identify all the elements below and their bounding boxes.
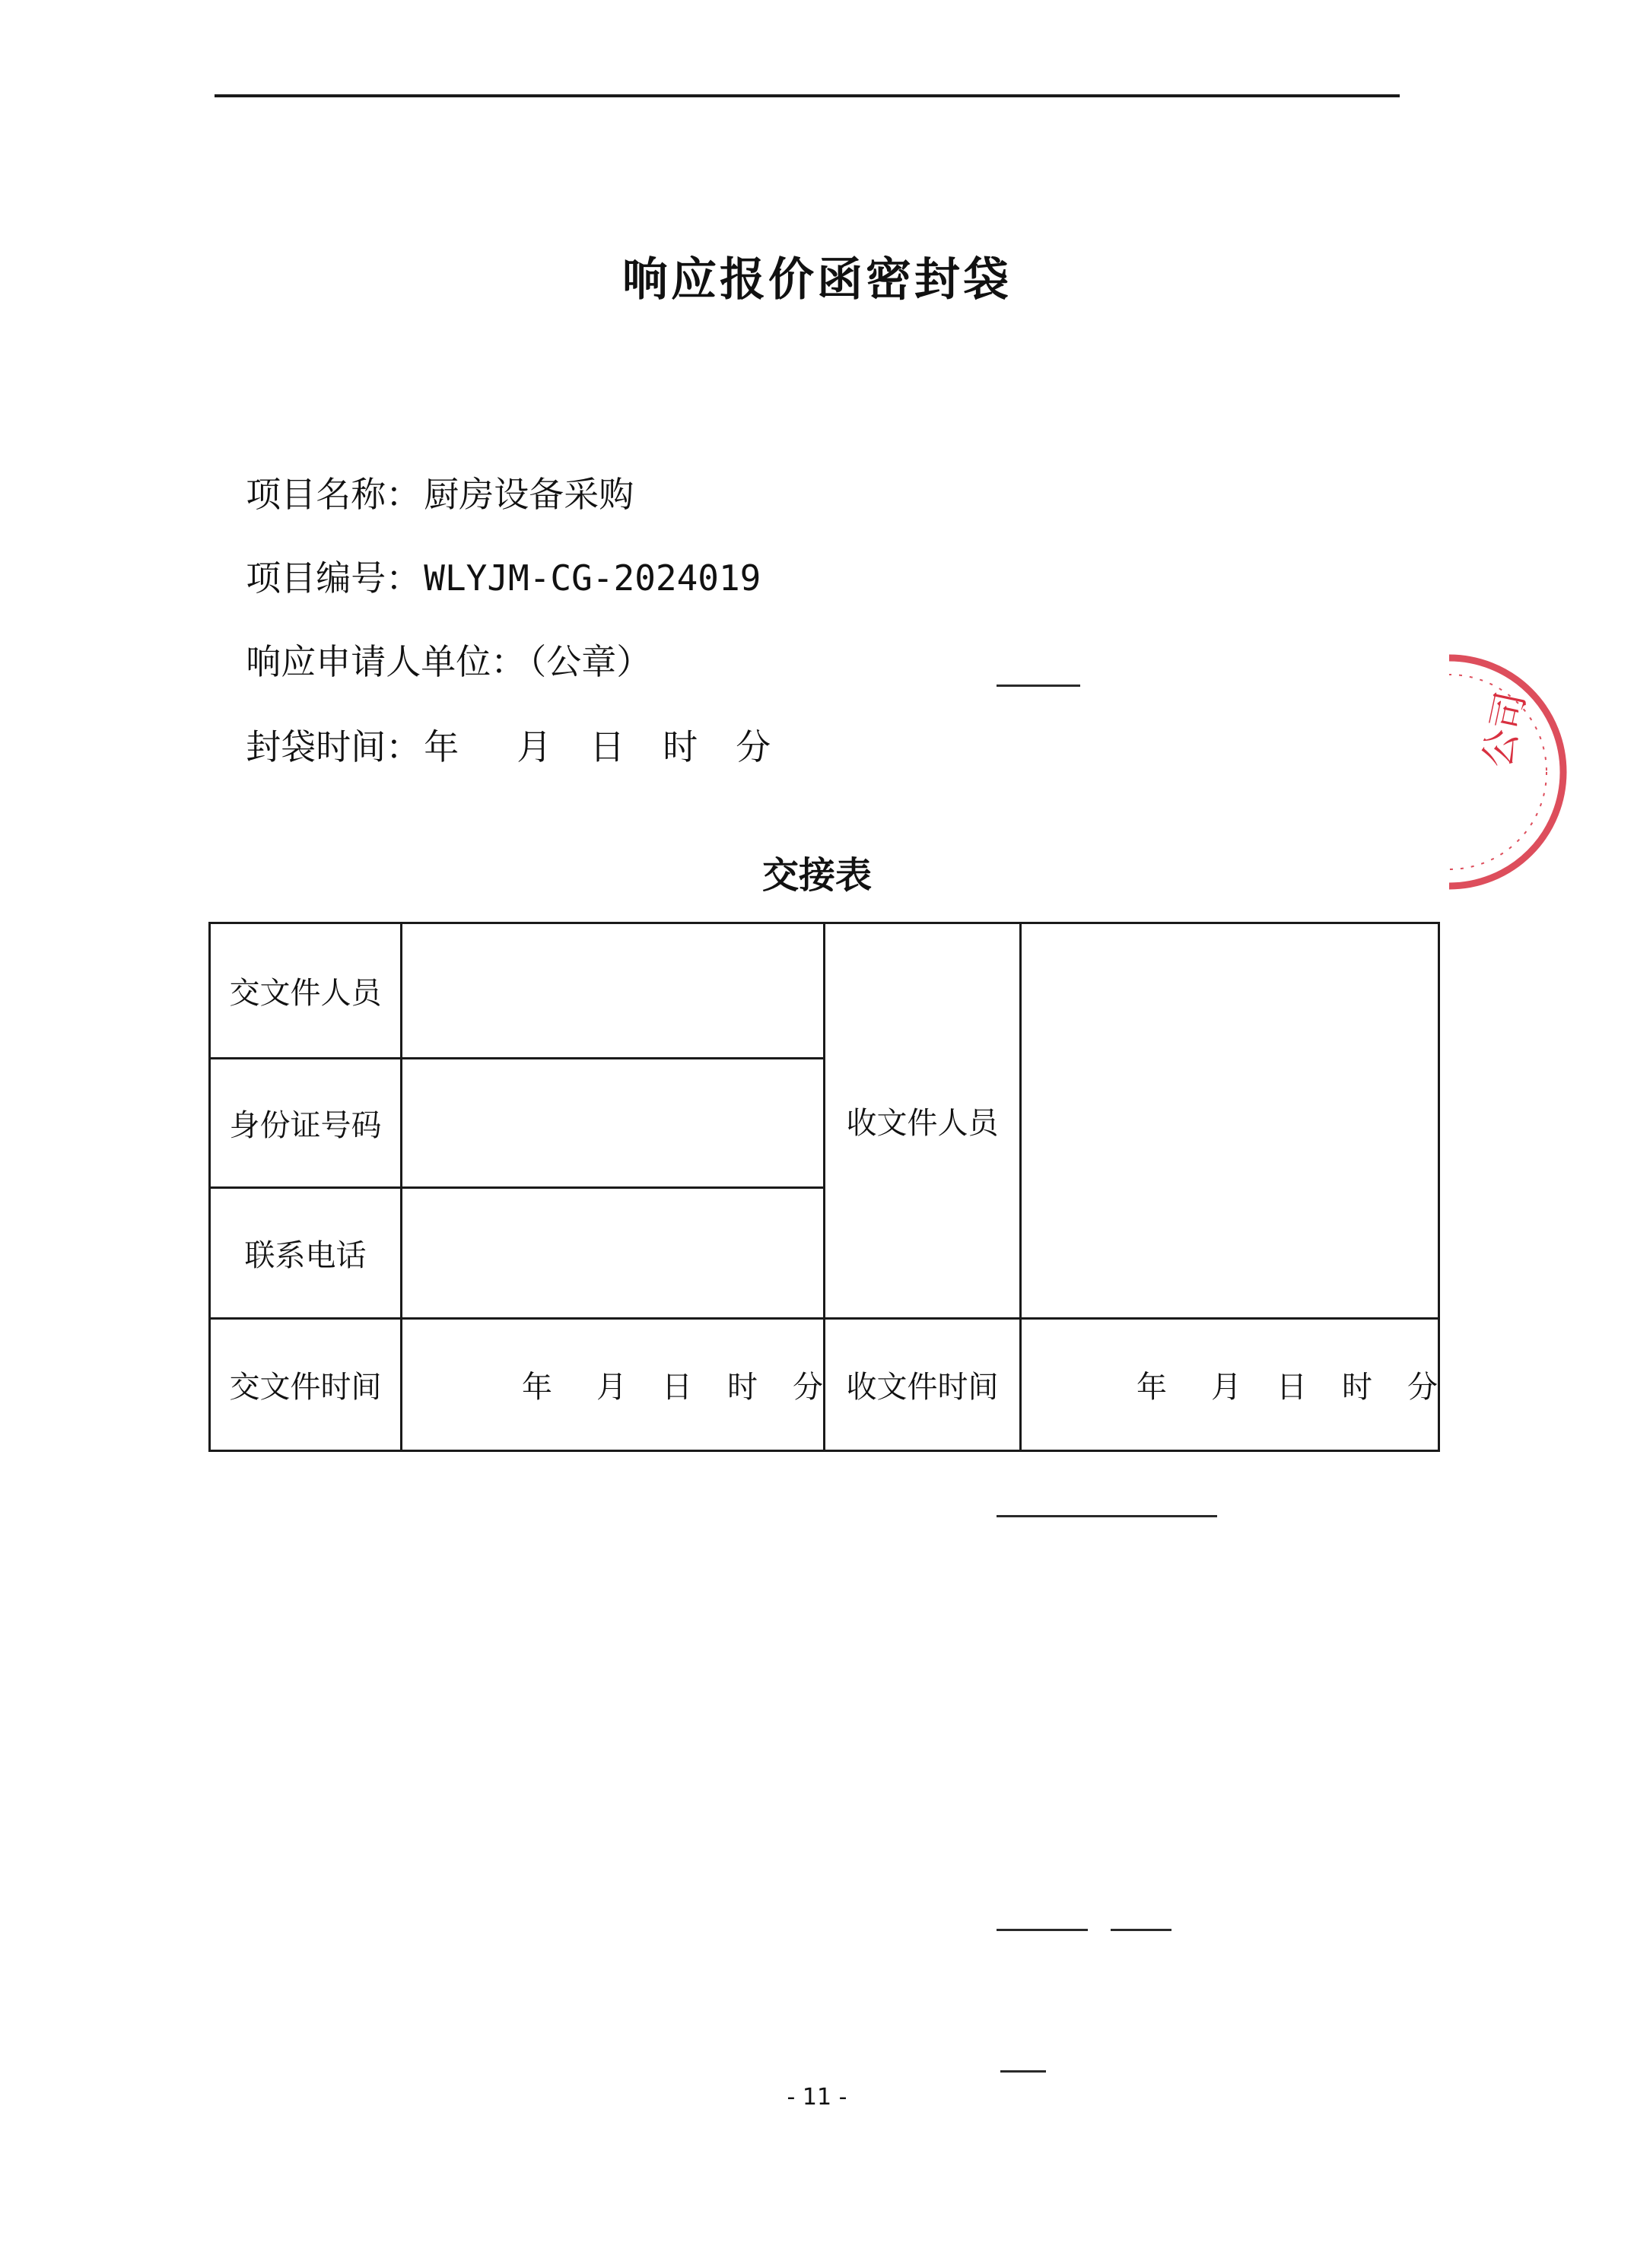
receive-month: 月 <box>1211 1370 1241 1405</box>
id-number-label: 身份证号码 <box>210 1059 402 1188</box>
submit-day: 日 <box>662 1370 692 1405</box>
seal-time-month: 月 <box>517 726 552 767</box>
receive-minute: 分 <box>1407 1370 1438 1405</box>
seal-time-hour: 时 <box>663 726 698 767</box>
seal-text: 公司 <box>1474 688 1534 772</box>
project-code-value: WLYJM-CG-2024019 <box>424 557 761 599</box>
applicant-unit-value: （公章） <box>529 641 652 682</box>
document-title: 响应报价函密封袋 <box>622 253 1012 307</box>
applicant-unit-label: 响应申请人单位： <box>246 641 526 682</box>
receiver-label: 收文件人员 <box>825 923 1021 1319</box>
receive-hour: 时 <box>1342 1370 1372 1405</box>
scan-artifact <box>997 685 1080 687</box>
submitter-cell[interactable] <box>402 923 825 1059</box>
handover-table-title: 交接表 <box>761 854 872 897</box>
submit-month: 月 <box>596 1370 627 1405</box>
submit-time-cell[interactable] <box>402 1319 825 1451</box>
header-rule <box>215 94 1400 97</box>
scan-artifact <box>997 1515 1217 1517</box>
seal-time-line <box>224 678 771 770</box>
seal-time-minute: 分 <box>736 726 771 767</box>
project-code-label: 项目编号： <box>246 557 421 599</box>
receive-time-cell[interactable] <box>1021 1319 1439 1451</box>
company-seal-stamp <box>1449 643 1609 901</box>
project-name-line <box>224 426 634 517</box>
applicant-unit-line <box>224 593 651 685</box>
scan-artifact <box>1000 2070 1046 2073</box>
scan-artifact <box>997 1929 1088 1931</box>
submit-hour: 时 <box>727 1370 758 1405</box>
project-code-line <box>224 510 761 601</box>
phone-label: 联系电话 <box>210 1188 402 1319</box>
seal-time-day: 日 <box>590 726 625 767</box>
submit-minute: 分 <box>793 1370 823 1405</box>
project-name-label: 项目名称： <box>246 474 421 515</box>
submitter-label: 交文件人员 <box>210 923 402 1059</box>
receive-time-label: 收文件时间 <box>825 1319 1021 1451</box>
receive-day: 日 <box>1276 1370 1307 1405</box>
seal-time-year: 年 <box>424 726 459 767</box>
id-number-cell[interactable] <box>402 1059 825 1188</box>
submit-year: 年 <box>522 1370 552 1405</box>
receiver-cell[interactable] <box>1021 923 1439 1319</box>
receive-year: 年 <box>1136 1370 1167 1405</box>
project-name-value: 厨房设备采购 <box>424 474 634 515</box>
phone-cell[interactable] <box>402 1188 825 1319</box>
seal-time-label: 封袋时间： <box>246 726 421 767</box>
handover-table <box>208 922 1440 1452</box>
submit-time-label: 交文件时间 <box>210 1319 402 1451</box>
page-number: - 11 - <box>787 2084 847 2111</box>
scan-artifact <box>1111 1929 1171 1931</box>
